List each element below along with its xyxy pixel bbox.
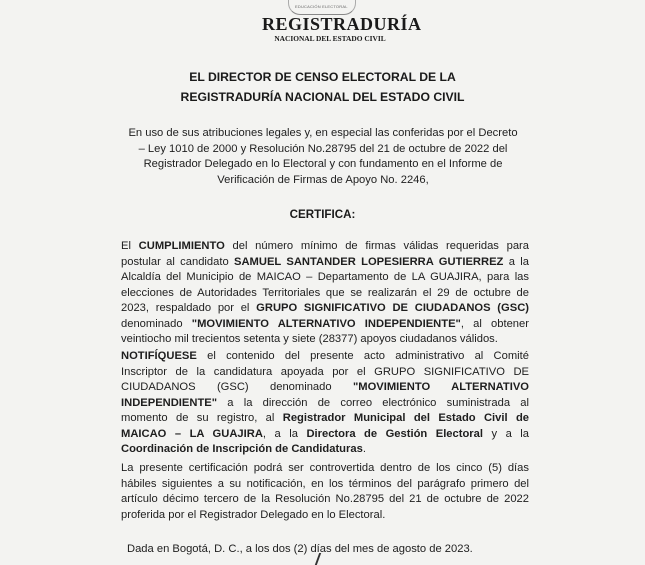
certification-paragraph: El CUMPLIMIENTO del número mínimo de firmas válidas requeridas para postular al candidato SAMUEL SANTANDER LOPESIERRA GUTIERREZ a la Alcaldía del Municipio de MAICAO – Departamento de LA GUAJIRA, para las elecciones de Autoridades Territoriales que se realizarán el 29 de octubre de 2023, respaldado por el GRUPO SIGNIFICATIVO DE CIUDADANOS (GSC) denominado "MOVIMIENTO ALTERNATIVO INDEPENDIENTE", al obtener veintiocho mil trecientos setenta y siete (28377) apoyos ciudadanos válidos. [121, 240, 529, 345]
logo-small-text: EDUCACIÓN ELECTORAL [295, 4, 348, 9]
logo-crest [288, 0, 356, 15]
intro-paragraph [108, 126, 538, 188]
controversy-paragraph: La presente certificación podrá ser controvertida dentro de los cinco (5) días hábiles siguientes a su notificación, en los términos del parágrafo primero del artículo décimo tercero de la Resolución No.28795 del 21 de octubre de 2022 proferida por el Registrador Delegado en lo Electoral. [121, 462, 529, 521]
intro-line: Registrador Delegado en lo Electoral y con fundamento en el Informe de [143, 158, 503, 170]
certifica-heading: CERTIFICA: [289, 208, 356, 221]
notifiquese-text: NOTIFÍQUESE [121, 350, 197, 362]
directora-text: Directora de Gestión Electoral [306, 427, 483, 440]
document-title-line-2: REGISTRADURÍA NACIONAL DEL ESTADO CIVIL [180, 90, 465, 104]
group-name: GRUPO SIGNIFICATIVO DE CIUDADANOS (GSC) [256, 302, 529, 314]
movement-name: "MOVIMIENTO ALTERNATIVO INDEPENDIENTE" [191, 317, 461, 330]
date-line: Dada en Bogotá, D. C., a los dos (2) días del mes de agosto de 2023. [127, 543, 473, 555]
notification-paragraph: NOTIFÍQUESE el contenido del presente acto administrativo al Comité Inscriptor de la candidatura apoyada por el GRUPO SIGNIFICATIVO DE CIUDADANOS (GSC) denominado "MOVIMIENTO ALTERNATIVO INDEPENDIENTE" a la dirección de correo electrónico suministrada al momento de su registro, al Registrador Municipal del Estado Civil de MAICAO – LA GUAJIRA, a la Directora de Gestión Electoral y a la Coordinación de Inscripción de Candidaturas. [121, 350, 530, 455]
coordinacion-text: Coordinación de Inscripción de Candidaturas [121, 443, 363, 455]
registrador-municipal-text: Registrador Municipal del Estado Civil [282, 412, 508, 424]
intro-line: – Ley 1010 de 2000 y Resolución No.28795 del 21 de octubre de 2022 del [138, 142, 508, 155]
candidate-name: SAMUEL SANTANDER LOPESIERRA GUTIERREZ [234, 255, 504, 268]
document-title-line-1: EL DIRECTOR DE CENSO ELECTORAL DE LA [189, 70, 456, 84]
logo-subtitle: NACIONAL DEL ESTADO CIVIL [274, 34, 386, 43]
cumplimiento-text: CUMPLIMIENTO [138, 240, 225, 252]
intro-line: En uso de sus atribuciones legales y, en especial las conferidas por el Decreto [128, 127, 518, 139]
logo-title: REGISTRADURÍA [262, 14, 422, 34]
intro-line: Verificación de Firmas de Apoyo No. 2246, [217, 173, 429, 186]
